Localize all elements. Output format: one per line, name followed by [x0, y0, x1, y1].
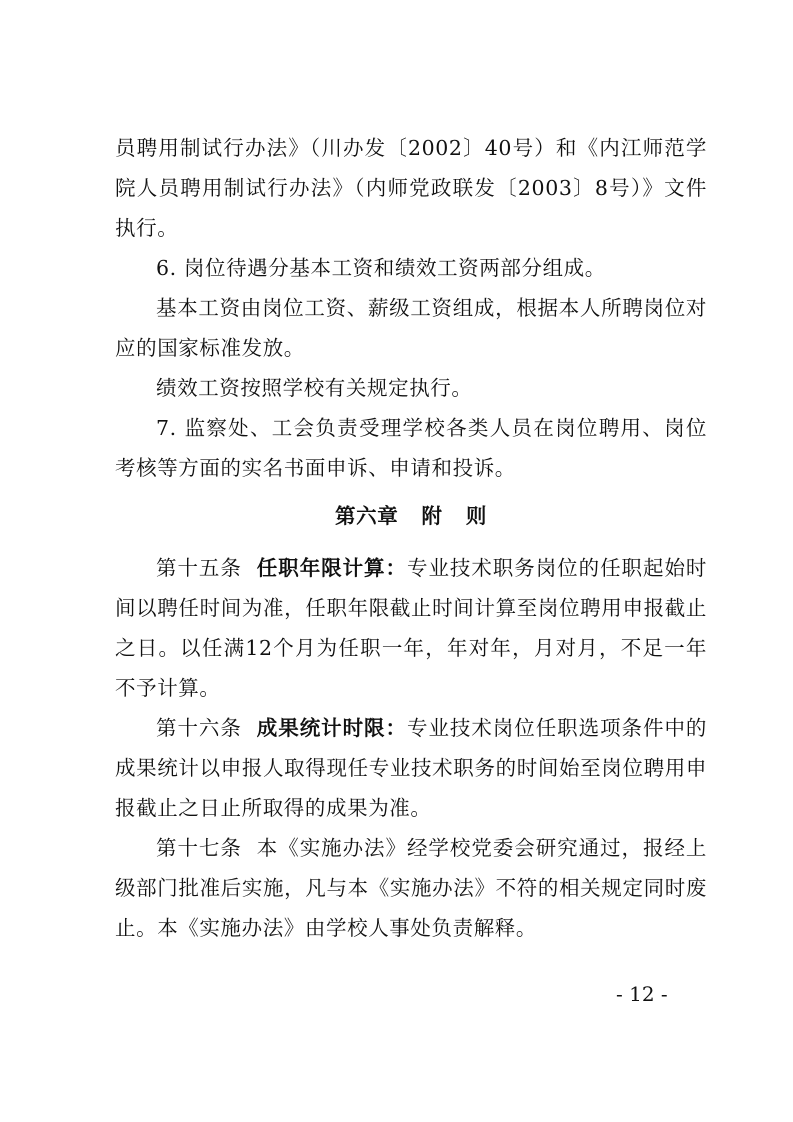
article-number: 第十六条 [156, 716, 257, 740]
article-text: 专业技术岗位任职选项条件中的成果统计以申报人取得现任专业技术职务的时间始至岗位聘用申报截止之日止所取得的成果为准。 [115, 716, 708, 820]
paragraph-continuation: 员聘用制试行办法》（川办发〔2002〕40号）和《内江师范学院人员聘用制试行办法》（内师党政联发〔2003〕8号）》文件执行。 [115, 136, 707, 240]
paragraph-basic-salary: 基本工资由岗位工资、薪级工资组成，根据本人所聘岗位对应的国家标准发放。 [115, 296, 707, 360]
article-17 [115, 828, 707, 948]
article-15 [115, 548, 707, 708]
chapter-title: 第六章 附 则 [335, 504, 487, 528]
article-text: 本《实施办法》经学校党委会研究通过，报经上级部门批准后实施，凡与本《实施办法》不符的相关规定同时废止。本《实施办法》由学校人事处负责解释。 [115, 836, 707, 940]
article-title: 成果统计时限： [256, 716, 407, 740]
page-number: - 12 - [616, 982, 668, 1006]
article-title: 任职年限计算： [256, 556, 407, 580]
paragraph-item-7: 7. 监察处、工会负责受理学校各类人员在岗位聘用、岗位考核等方面的实名书面申诉、申请和投诉。 [115, 416, 707, 480]
article-16 [115, 708, 707, 828]
article-text: 专业技术职务岗位的任职起始时间以聘任时间为准，任职年限截止时间计算至岗位聘用申报截止之日。以任满12个月为任职一年，年对年，月对月，不足一年不予计算。 [115, 556, 708, 700]
article-number: 第十五条 [156, 556, 257, 580]
document-body [115, 128, 707, 948]
paragraph-performance-salary: 绩效工资按照学校有关规定执行。 [156, 376, 473, 400]
paragraph-item-6: 6. 岗位待遇分基本工资和绩效工资两部分组成。 [156, 256, 606, 280]
article-number: 第十七条 [156, 836, 257, 860]
